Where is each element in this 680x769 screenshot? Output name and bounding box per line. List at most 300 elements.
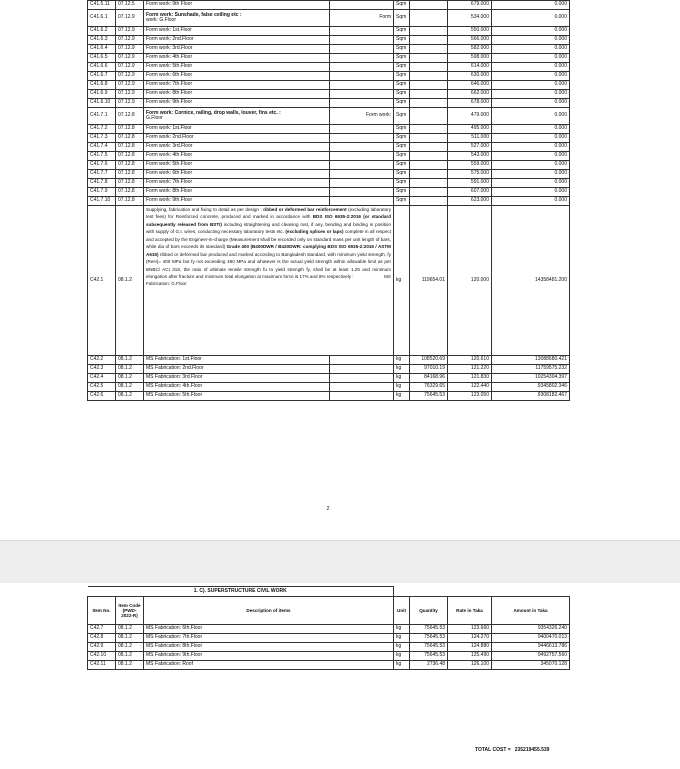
rate-cell: 550.000 [448,27,492,36]
item-no-cell: C41.7.3 [88,134,116,143]
unit-cell: kg [394,634,410,643]
quantity-cell: 75645.53 [410,392,448,401]
table-row [88,634,570,643]
unit-cell: Sqm [394,63,410,72]
item-no-cell: C42.11 [88,661,116,670]
amount-cell: 11759575.232 [492,365,570,374]
amount-cell: 0.000 [492,27,570,36]
item-no-cell: C41.5.11 [88,1,116,10]
item-code-cell: 08.1.2 [116,661,144,670]
quantity-cell [410,143,448,152]
description-cell [144,10,330,27]
table-row [88,36,570,45]
description-subtext: work: G.Floor [146,17,177,23]
item-no-cell: C41.6.6 [88,63,116,72]
rate-cell: 122.440 [448,383,492,392]
table-row [88,206,570,356]
item-code-cell: 07.12.9 [116,72,144,81]
amount-cell: 0.000 [492,197,570,206]
header-item-no: Item No. [88,597,116,625]
amount-cell: 0.000 [492,54,570,63]
item-no-cell: C41.6.2 [88,27,116,36]
unit-cell: Sqm [394,1,410,10]
table-row [88,72,570,81]
rate-cell: 125.490 [448,652,492,661]
item-no-cell: C41.7.10 [88,197,116,206]
amount-cell: 0.000 [492,63,570,72]
rate-cell: 607.000 [448,188,492,197]
table-row [88,10,570,27]
quantity-cell: 76329.65 [410,383,448,392]
blank-cell [330,81,394,90]
blank-cell [330,90,394,99]
item-no-cell: C42.3 [88,365,116,374]
blank-cell [330,197,394,206]
unit-cell: kg [394,643,410,652]
description-cell [144,108,330,125]
table-row [88,63,570,72]
unit-cell: Sqm [394,45,410,54]
description-cell: Form work: 6th.Floor [144,170,330,179]
rate-cell: 479.000 [448,108,492,125]
item-code-cell: 07.12.9 [116,45,144,54]
item-code-cell: 08.1.2 [116,383,144,392]
blank-cell [330,392,394,401]
blank-cell [330,374,394,383]
amount-cell: 0.000 [492,125,570,134]
header-rate: Rate in Taka [448,597,492,625]
amount-cell: 9492757.560 [492,652,570,661]
item-no-cell: C42.1 [88,206,116,356]
header-amount: Amount in Taka [492,597,570,625]
table-row [88,27,570,36]
rate-cell: 614.000 [448,63,492,72]
unit-cell: Sqm [394,152,410,161]
item-code-cell: 07.12.9 [116,90,144,99]
amount-cell: 0.000 [492,143,570,152]
amount-cell: 0.000 [492,72,570,81]
item-code-cell: 08.1.2 [116,365,144,374]
item-no-cell: C41.6.7 [88,72,116,81]
quantity-cell: 119654.01 [410,206,448,356]
description-text: Supplying, fabrication and fixing to detail as per design : [146,207,264,212]
quantity-cell [410,81,448,90]
amount-cell: 9354326.240 [492,625,570,634]
unit-cell: Sqm [394,54,410,63]
amount-cell: 13088680.421 [492,356,570,365]
description-cell: MS Fabrication: 1st.Floor [144,356,330,365]
amount-cell: 14358481.200 [492,206,570,356]
item-no-cell: C42.7 [88,625,116,634]
item-no-cell: C42.6 [88,392,116,401]
table-row [88,374,570,383]
item-no-cell: C41.7.2 [88,125,116,134]
table-row [88,143,570,152]
quantity-cell [410,170,448,179]
quantity-cell [410,197,448,206]
description-text: complete in all respect and accepted by the Engineer-in-charge (Measurement shall be recorded only on standard mass per unit length of bars, while dia of bars exceeds its standard) [146,229,391,250]
blank-cell [330,54,394,63]
rate-cell: 495.000 [448,125,492,134]
amount-cell: 9446613.786 [492,643,570,652]
amount-cell: 0.000 [492,90,570,99]
item-no-cell: C42.10 [88,652,116,661]
amount-cell: 9345802.346 [492,383,570,392]
table-row [88,99,570,108]
blank-cell [330,1,394,10]
header-unit: Unit [394,597,410,625]
description-cell: Form work: 8th.Floor [144,188,330,197]
rate-cell: 123.660 [448,625,492,634]
unit-cell: Sqm [394,125,410,134]
table-row [88,365,570,374]
rate-cell: 559.000 [448,161,492,170]
description-cell: Form work: 9th Floor [144,1,330,10]
item-no-cell: C41.6.9 [88,90,116,99]
blank-cell [330,45,394,54]
quantity-cell [410,90,448,99]
item-code-cell: 07.12.9 [116,36,144,45]
amount-cell: 0.000 [492,170,570,179]
form-note-cell: Form [330,10,394,27]
blank-cell [330,356,394,365]
rate-cell: 511.000 [448,134,492,143]
item-no-cell: C41.6.5 [88,54,116,63]
item-no-cell: C42.9 [88,643,116,652]
unit-cell: kg [394,365,410,374]
amount-cell: 9400470.013 [492,634,570,643]
quantity-cell: 97010.19 [410,365,448,374]
item-no-cell: C41.6.10 [88,99,116,108]
quantity-cell [410,72,448,81]
rate-cell: 124.880 [448,643,492,652]
quantity-cell: 2736.48 [410,661,448,670]
unit-cell: Sqm [394,161,410,170]
unit-cell: Sqm [394,36,410,45]
description-cell: MS Fabrication: 5th.Floor [144,392,330,401]
quantity-cell [410,152,448,161]
quantity-cell: 75645.53 [410,652,448,661]
rate-cell: 120.610 [448,356,492,365]
table-row [88,392,570,401]
item-code-cell: 08.1.2 [116,634,144,643]
description-cell: Form work: 6th.Floor [144,72,330,81]
blank-cell [330,99,394,108]
item-code-cell: 07.12.8 [116,125,144,134]
unit-cell: Sqm [394,10,410,27]
unit-cell: Sqm [394,72,410,81]
blank-cell [330,365,394,374]
table-row [88,661,570,670]
description-cell: MS Fabrication: Roof [144,661,394,670]
amount-cell: 345070.128 [492,661,570,670]
amount-cell: 0.000 [492,36,570,45]
blank-cell [330,170,394,179]
amount-cell: 0.000 [492,161,570,170]
rate-cell: 646.000 [448,81,492,90]
document-page-1 [87,0,569,540]
unit-cell: Sqm [394,134,410,143]
header-quantity: Quantity [410,597,448,625]
item-no-cell: C41.7.6 [88,161,116,170]
item-code-cell: 07.12.5 [116,1,144,10]
quantity-cell [410,125,448,134]
description-cell: Form work: 9th.Floor [144,99,330,108]
item-code-cell: 07.12.8 [116,188,144,197]
description-cell [144,206,394,356]
item-no-cell: C42.4 [88,374,116,383]
amount-cell: 0.000 [492,81,570,90]
item-no-cell: C42.2 [88,356,116,365]
blank-cell [330,72,394,81]
item-no-cell: C41.7.9 [88,188,116,197]
item-code-cell: 08.1.2 [116,206,144,356]
blank-cell [330,161,394,170]
quantity-cell [410,54,448,63]
description-bold: ribbed or deformed bar reinforcement [263,207,347,212]
rate-cell: 121.830 [448,374,492,383]
quantity-cell [410,179,448,188]
item-code-cell: 07.12.8 [116,161,144,170]
amount-cell: 0.000 [492,45,570,54]
table-row [88,134,570,143]
total-cost [475,747,553,753]
rate-cell: 662.000 [448,90,492,99]
quantity-cell [410,134,448,143]
amount-cell: 9308182.467 [492,392,570,401]
quantity-cell [410,188,448,197]
rate-cell: 543.000 [448,152,492,161]
item-no-cell: C41.6.1 [88,10,116,27]
rate-cell: 123.050 [448,392,492,401]
quantity-cell: 84168.96 [410,374,448,383]
blank-cell [330,152,394,161]
document-page-2 [0,583,680,769]
table-row [88,383,570,392]
rate-cell: 630.000 [448,72,492,81]
unit-cell: Sqm [394,108,410,125]
description-heading: Form work: Sunshade, false ceiling etc : [146,11,242,18]
header-item-code: Item Code (PWD-2022-R) [116,597,144,625]
item-code-cell: 07.12.8 [116,179,144,188]
quantity-cell: 108520.69 [410,356,448,365]
unit-cell: kg [394,206,410,356]
blank-cell [330,383,394,392]
item-no-cell: C41.6.8 [88,81,116,90]
item-code-cell: 08.1.2 [116,652,144,661]
description-cell: Form work: 7th.Floor [144,81,330,90]
amount-cell: 0.000 [492,188,570,197]
rate-cell: 527.000 [448,143,492,152]
description-bold: Grade 400 (B400DWR / B420DWR: complying BDS ISO 6935-2:2016 / ASTM A615) [146,244,392,257]
unit-cell: Sqm [394,197,410,206]
item-code-cell: 08.1.2 [116,356,144,365]
description-cell: MS Fabrication: 8th.Floor [144,643,394,652]
amount-cell: 0.000 [492,152,570,161]
unit-cell: Sqm [394,81,410,90]
quantity-cell [410,99,448,108]
item-code-cell: 07.12.9 [116,27,144,36]
description-cell: Form work: 2nd.Floor [144,134,330,143]
rate-cell: 121.220 [448,365,492,374]
rate-cell: 679.000 [448,1,492,10]
rate-cell: 591.000 [448,179,492,188]
rate-cell: 124.270 [448,634,492,643]
quantity-cell [410,10,448,27]
header-description: Description of items [144,597,394,625]
description-cell: Form work: 3rd.Floor [144,45,330,54]
description-subtext: G.Floor [146,115,163,121]
blank-cell [330,188,394,197]
table-row [88,125,570,134]
rate-cell: 534.000 [448,10,492,27]
table-row [88,188,570,197]
table-row [88,54,570,63]
description-cell: Form work: 3rd.Floor [144,143,330,152]
description-text: (excluding laboratory test fees) for Reinforced concrete, produced and marked in accordance with [146,207,391,220]
item-no-cell: C42.5 [88,383,116,392]
page-separator [0,540,680,584]
quantity-cell: 75645.53 [410,643,448,652]
unit-cell: Sqm [394,170,410,179]
page-number: 2 [326,506,330,512]
quantity-cell [410,1,448,10]
amount-cell: 0.000 [492,108,570,125]
item-no-cell: C42.8 [88,634,116,643]
unit-cell: Sqm [394,90,410,99]
rate-cell: 566.000 [448,36,492,45]
table-row [88,643,570,652]
item-code-cell: 07.12.8 [116,134,144,143]
description-cell: Form work: 7th.Floor [144,179,330,188]
quantity-cell [410,63,448,72]
item-code-cell: 07.12.9 [116,10,144,27]
description-bold: (excluding splices or laps) [285,229,344,235]
quantity-cell: 75645.53 [410,625,448,634]
total-cost-value: 235219455.539 [514,747,550,753]
amount-cell: 10254304.397 [492,374,570,383]
item-code-cell: 07.12.9 [116,63,144,72]
table-row [88,170,570,179]
description-cell: MS Fabrication: 7th.Floor [144,634,394,643]
description-text: Fabrication: G.Floor [146,281,187,287]
blank-cell [330,27,394,36]
blank-cell [330,134,394,143]
description-cell: Form work: 1st.Floor [144,125,330,134]
unit-cell: Sqm [394,99,410,108]
table-row [88,81,570,90]
description-cell: Form work: 5th.Floor [144,161,330,170]
amount-cell: 0.000 [492,134,570,143]
quantity-cell: 75645.53 [410,634,448,643]
description-cell: Form work: 4th.Floor [144,54,330,63]
unit-cell: kg [394,652,410,661]
table-row [88,161,570,170]
section-title: 1. C). SUPERSTRUCTURE CIVIL WORK [88,587,394,597]
table-row [88,152,570,161]
description-cell: MS Fabrication: 3rd.Floor [144,374,330,383]
form-note-cell: Form work: [330,108,394,125]
item-no-cell: C41.6.3 [88,36,116,45]
unit-cell: Sqm [394,143,410,152]
table-row [88,625,570,634]
quantity-cell [410,108,448,125]
item-code-cell: 07.12.9 [116,99,144,108]
quantity-cell [410,27,448,36]
item-code-cell: 07.12.9 [116,54,144,63]
description-cell: MS Fabrication: 4th.Floor [144,383,330,392]
item-no-cell: C41.7.4 [88,143,116,152]
description-text: ribbed or deformed bar produced and marked according to Bangladesh standard, with minimum yield strength, fy (ReH)= 400 MPa but fy not exceeding 480 MPa and whatever is the actual yield strength within allowable limit as per BNBC/ ACI 318, the ratio of ultimate tensile strength fu to yield strength fy, shall be at least 1.25 and minimum elongation after fracture and minimum total elongation at maximum force is 17% and 8% respectively : [146,251,391,279]
rate-cell: 598.000 [448,54,492,63]
quantity-cell [410,36,448,45]
amount-cell: 0.000 [492,99,570,108]
unit-cell: kg [394,374,410,383]
table-row [88,356,570,365]
description-cell: Form work: 1st.Floor [144,27,330,36]
item-code-cell: 07.12.9 [116,81,144,90]
description-cell: Form work: 8th.Floor [144,90,330,99]
item-code-cell: 07.12.8 [116,143,144,152]
unit-cell: kg [394,383,410,392]
rate-cell: 623.000 [448,197,492,206]
boq-table-page-1 [87,0,570,401]
description-heading: Form work: Cornice, railing, drop walls, louver, fins etc. : [146,109,281,116]
item-code-cell: 08.1.2 [116,374,144,383]
table-row [88,45,570,54]
table-row [88,197,570,206]
description-cell: MS Fabrication: 9th.Floor [144,652,394,661]
blank-cell [330,63,394,72]
item-no-cell: C41.7.5 [88,152,116,161]
description-cell: Form work: 2nd.Floor [144,36,330,45]
rate-cell: 575.000 [448,170,492,179]
blank-cell [330,143,394,152]
unit-cell: Sqm [394,27,410,36]
rate-cell: 120.000 [448,206,492,356]
unit-cell: Sqm [394,179,410,188]
amount-cell: 0.000 [492,10,570,27]
boq-table-page-2 [87,586,570,670]
description-cell: Form work: 9th.Floor [144,197,330,206]
item-code-cell: 08.1.2 [116,392,144,401]
unit-cell: kg [394,661,410,670]
description-bold: BDS ISO 6935-2:2016 (or standard subsequently released from BSTI) [146,214,391,227]
rate-cell: 678.000 [448,99,492,108]
blank-cell [330,179,394,188]
item-code-cell: 07.12.8 [116,197,144,206]
unit-cell: kg [394,356,410,365]
rate-cell: 126.100 [448,661,492,670]
item-code-cell: 07.12.8 [116,170,144,179]
unit-cell: kg [394,625,410,634]
quantity-cell [410,161,448,170]
item-code-cell: 07.12.8 [116,152,144,161]
table-row [88,1,570,10]
table-row [88,108,570,125]
description-cell: MS Fabrication: 6th.Floor [144,625,394,634]
item-no-cell: C41.6.4 [88,45,116,54]
description-text: including straightening and cleaning rust, if any, bending and binding in position with supply of G.I. wires, conducting necessary laboratory tests etc. [146,221,391,235]
description-cell: MS Fabrication: 2nd.Floor [144,365,330,374]
unit-cell: kg [394,392,410,401]
item-code-cell: 08.1.2 [116,625,144,634]
blank-cell [330,125,394,134]
description-cell: Form work: 5th.Floor [144,63,330,72]
table-row [88,90,570,99]
table-row [88,179,570,188]
rate-cell: 582.000 [448,45,492,54]
